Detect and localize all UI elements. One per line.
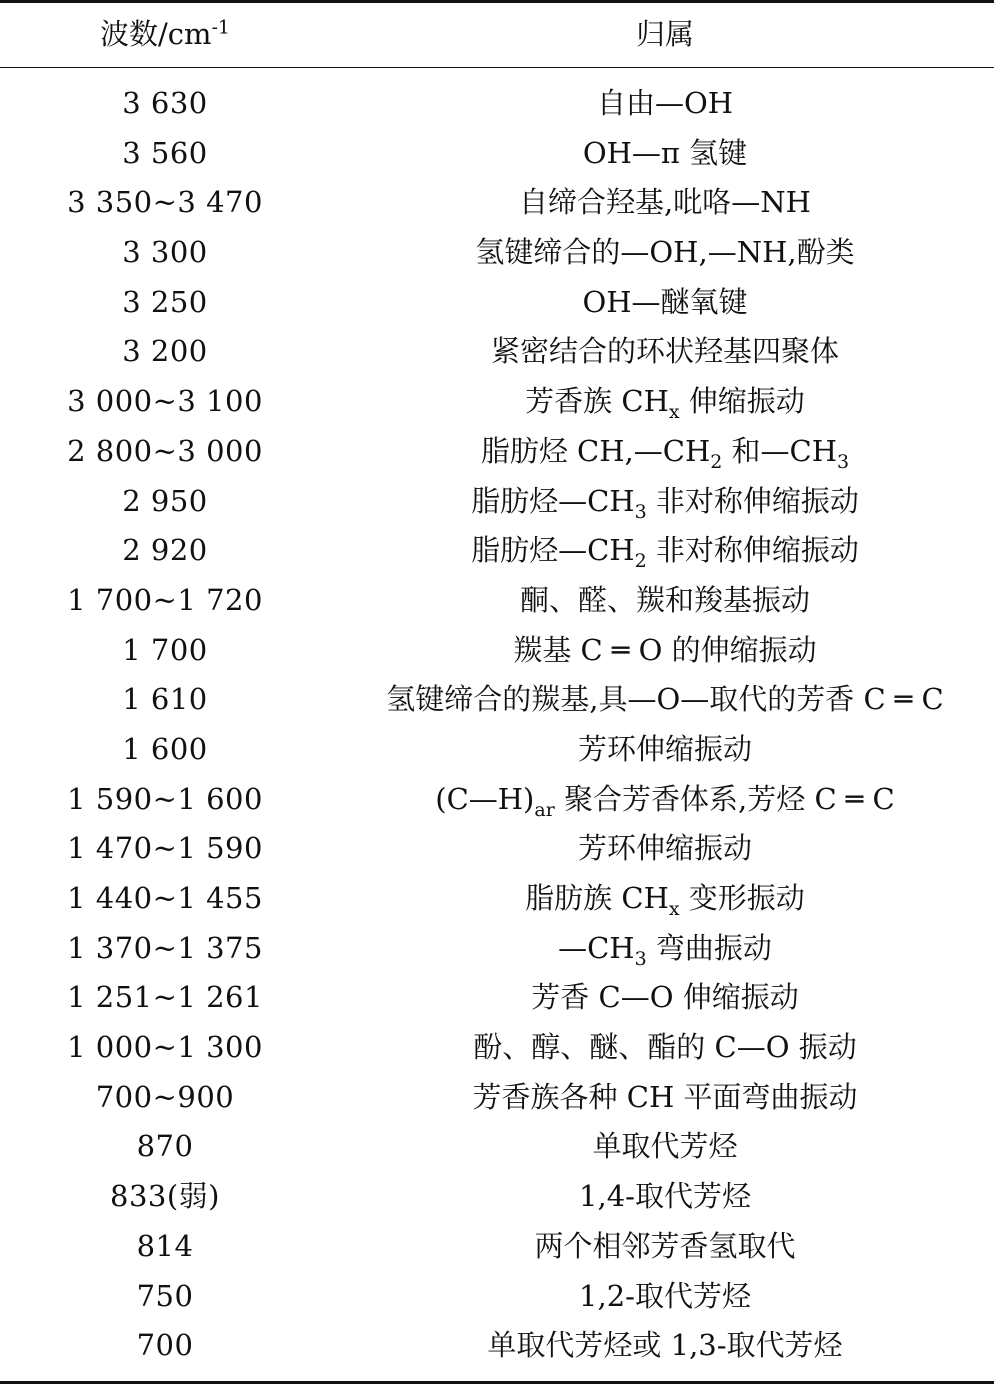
wavenumber-cell: 1 700~1 720 <box>67 582 263 617</box>
table-row <box>0 1122 994 1172</box>
assignment-cell <box>340 526 990 576</box>
assignment-text: 脂肪烃 CH,—CH <box>480 433 711 468</box>
table-row <box>0 824 994 874</box>
assignment-cell <box>340 874 990 924</box>
assignment-text: 1,4-取代芳烃 <box>579 1179 751 1214</box>
table-bottom-rule <box>0 1381 994 1384</box>
assignment-cell <box>340 1272 990 1322</box>
assignment-text: 非对称伸缩振动 <box>646 483 859 518</box>
assignment-text: 脂肪族 CH <box>525 881 669 915</box>
assignment-text: 脂肪烃—CH <box>471 533 635 568</box>
wavenumber-cell: 3 630 <box>122 86 208 120</box>
assignment-cell <box>340 675 990 725</box>
table-row <box>0 377 994 427</box>
wavenumber-cell: 2 920 <box>122 533 208 568</box>
wavenumber-cell: 700 <box>136 1328 194 1363</box>
assignment-cell <box>340 1172 990 1222</box>
wavenumber-cell: 2 950 <box>122 483 208 518</box>
assignment-subscript: ar <box>534 798 555 821</box>
assignment-cell <box>340 1222 990 1272</box>
wavenumber-cell: 1 610 <box>122 682 208 717</box>
table-row <box>0 1023 994 1073</box>
assignment-text: 酮、醛、羰和羧基振动 <box>519 582 810 617</box>
assignment-text: 羰基 C ═ O 的伸缩振动 <box>513 632 817 667</box>
header-wavenumber <box>20 14 310 54</box>
assignment-cell <box>340 178 990 228</box>
assignment-text: 芳环伸缩振动 <box>577 831 752 866</box>
assignment-text: 自缔合羟基,吡咯—NH <box>519 185 811 220</box>
assignment-text: 芳香族各种 CH 平面弯曲振动 <box>472 1079 858 1114</box>
assignment-text: 非对称伸缩振动 <box>646 533 859 568</box>
assignment-cell <box>340 1073 990 1123</box>
table-body <box>0 79 994 1371</box>
assignment-text: OH—π 氢键 <box>582 135 748 170</box>
assignment-cell <box>340 725 990 775</box>
assignment-subscript: 2 <box>710 450 723 473</box>
wavenumber-cell: 3 250 <box>122 284 208 319</box>
assignment-text: 变形振动 <box>679 881 805 915</box>
table-header-rule <box>0 67 994 68</box>
table-row <box>0 228 994 278</box>
wavenumber-cell: 3 200 <box>122 334 208 369</box>
wavenumber-cell: 1 700 <box>122 632 208 667</box>
assignment-cell <box>340 576 990 626</box>
wavenumber-cell: 2 800~3 000 <box>67 433 263 468</box>
assignment-text: 氢键缔合的—OH,—NH,酚类 <box>475 235 855 270</box>
assignment-text: 两个相邻芳香氢取代 <box>534 1228 796 1263</box>
assignment-text: 弯曲振动 <box>646 930 772 965</box>
assignment-text: 1,2-取代芳烃 <box>579 1278 751 1313</box>
assignment-text: 单取代芳烃 <box>592 1129 738 1164</box>
table-row <box>0 1073 994 1123</box>
assignment-text: 芳香族 CH <box>525 384 669 419</box>
assignment-text: 和—CH <box>722 433 838 468</box>
table-header <box>0 0 994 67</box>
assignment-cell <box>340 626 990 676</box>
wavenumber-cell: 1 600 <box>122 731 208 766</box>
assignment-text: 酚、醇、醚、酯的 C—O 振动 <box>473 1030 857 1065</box>
assignment-text: 自由—OH <box>596 86 734 120</box>
assignment-text: 氢键缔合的羰基,具—O—取代的芳香 C ═ C <box>386 682 944 717</box>
assignment-text: OH—醚氧键 <box>582 284 748 319</box>
table-row <box>0 675 994 725</box>
table-row <box>0 1272 994 1322</box>
assignment-subscript: 3 <box>634 947 647 970</box>
assignment-text: 紧密结合的环状羟基四聚体 <box>490 334 839 369</box>
wavenumber-cell: 700~900 <box>95 1079 235 1114</box>
table-row <box>0 924 994 974</box>
assignment-subscript: 3 <box>837 450 850 473</box>
assignment-cell <box>340 1321 990 1371</box>
table-row <box>0 973 994 1023</box>
wavenumber-cell: 814 <box>136 1228 194 1263</box>
assignment-cell <box>340 1023 990 1073</box>
assignment-cell <box>340 129 990 179</box>
table-row <box>0 1222 994 1272</box>
table-row <box>0 775 994 825</box>
header-wavenumber-exponent: -1 <box>211 16 231 39</box>
table-row <box>0 725 994 775</box>
assignment-cell <box>340 427 990 477</box>
wavenumber-cell: 3 300 <box>122 235 208 270</box>
assignment-text: 聚合芳香体系,芳烃 C ═ C <box>554 781 895 816</box>
assignment-text: 脂肪烃—CH <box>471 483 635 518</box>
assignment-cell <box>340 377 990 427</box>
wavenumber-cell: 1 440~1 455 <box>67 881 263 915</box>
wavenumber-cell: 3 000~3 100 <box>67 384 263 419</box>
assignment-subscript: x <box>668 897 680 920</box>
assignment-cell <box>340 327 990 377</box>
table-row <box>0 1172 994 1222</box>
assignment-cell <box>340 775 990 825</box>
table-row <box>0 427 994 477</box>
assignment-text: 单取代芳烃或 1,3-取代芳烃 <box>487 1328 843 1363</box>
table-row <box>0 178 994 228</box>
wavenumber-cell: 1 370~1 375 <box>67 930 263 965</box>
table-row <box>0 327 994 377</box>
assignment-cell <box>340 924 990 974</box>
assignment-subscript: 2 <box>634 549 647 572</box>
wavenumber-cell: 1 000~1 300 <box>67 1030 263 1065</box>
assignment-cell <box>340 973 990 1023</box>
wavenumber-cell: 1 470~1 590 <box>67 831 263 866</box>
assignment-cell <box>340 824 990 874</box>
wavenumber-cell: 3 560 <box>122 135 208 170</box>
assignment-cell <box>340 228 990 278</box>
assignment-cell <box>340 477 990 527</box>
table-row <box>0 576 994 626</box>
assignment-text: 芳环伸缩振动 <box>577 731 752 766</box>
wavenumber-cell: 870 <box>136 1129 194 1164</box>
wavenumber-cell: 750 <box>136 1278 194 1313</box>
table-row <box>0 1321 994 1371</box>
table-row <box>0 874 994 924</box>
assignment-text: (C—H) <box>435 781 535 816</box>
wavenumber-cell: 833(弱) <box>110 1179 220 1214</box>
assignment-cell <box>340 1122 990 1172</box>
assignment-cell <box>340 79 990 129</box>
assignment-text: 芳香 C—O 伸缩振动 <box>531 980 799 1015</box>
assignment-text: —CH <box>558 930 635 965</box>
assignment-text: 伸缩振动 <box>679 384 805 419</box>
wavenumber-cell: 1 251~1 261 <box>67 980 263 1015</box>
wavenumber-cell: 3 350~3 470 <box>67 185 263 220</box>
assignment-cell <box>340 278 990 328</box>
table-row <box>0 278 994 328</box>
table-row <box>0 79 994 129</box>
assignment-subscript: x <box>668 400 680 423</box>
table-row <box>0 477 994 527</box>
table-row <box>0 129 994 179</box>
wavenumber-cell: 1 590~1 600 <box>67 781 263 816</box>
table-row <box>0 526 994 576</box>
header-wavenumber-label: 波数/cm <box>99 17 212 51</box>
assignment-subscript: 3 <box>634 500 647 523</box>
table-row <box>0 626 994 676</box>
header-assignment: 归属 <box>635 17 694 51</box>
